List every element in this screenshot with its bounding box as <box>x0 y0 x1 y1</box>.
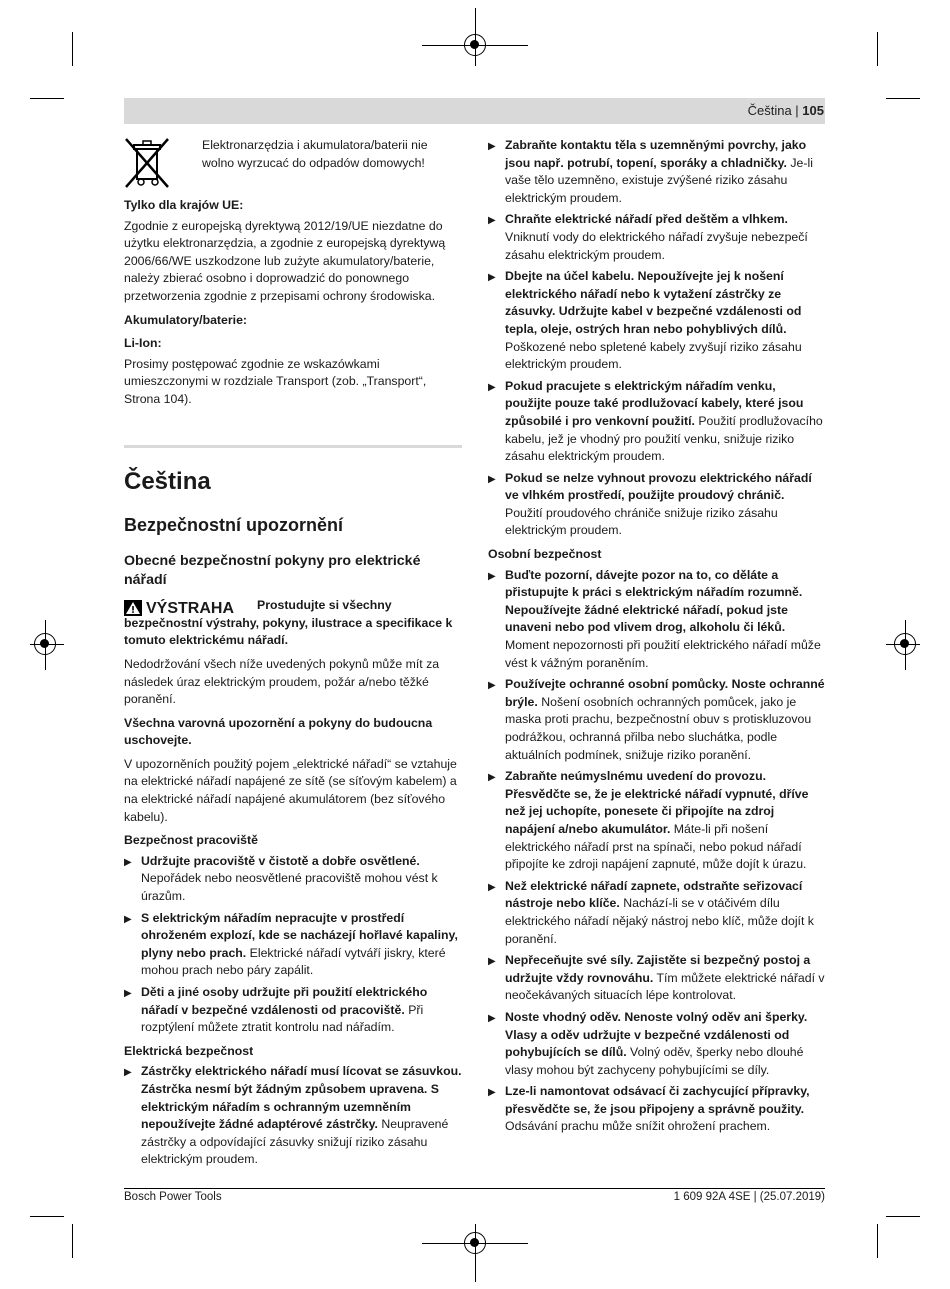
list-item: ▶ S elektrickým nářadím nepracujte v prostředí ohroženém explozí, kde se nacházejí hořlavé kapaliny, plyny nebo prach. Elektrické nářadí vytváří jiskry, které mohou prach nebo páry zapálit. <box>124 910 462 980</box>
weee-text: Elektronarzędzia i akumulatora/baterii nie wolno wyrzucać do odpadów domowych! <box>202 138 428 170</box>
crop-mark <box>877 32 878 66</box>
list-item: ▶ Zabraňte neúmyslnému uvedení do provozu. Přesvědčte se, že je elektrické nářadí vypnuté, dříve než jej uchopíte, ponesete či připojíte na zdroj napájení a/nebo akumulátor. Máte-li při nošení elektrického nářadí prst na spínači, nebo pokud nářadí připojíte ke zdroji napájení zapnuté, může dojít k úrazu. <box>488 768 825 874</box>
list-item: ▶ Zástrčky elektrického nářadí musí lícovat se zásuvkou. Zástrčka nesmí být žádným způsobem upravena. S elektrickým nářadím s ochranným uzemněním nepoužívejte žádné adaptérové zástrčky. Neupravené zástrčky a odpovídající zásuvky snižují riziko zásahu elektrickým proudem. <box>124 1063 462 1169</box>
list-item: ▶ Chraňte elektrické nářadí před deštěm a vlhkem. Vniknutí vody do elektrického nářadí zvyšuje nebezpečí zásahu elektrickým proudem. <box>488 211 825 264</box>
footer-rule <box>124 1188 825 1189</box>
registration-mark-icon <box>894 633 916 655</box>
crop-mark <box>72 1224 73 1258</box>
warning-lead: Prostudujte si všechny bezpečnostní výstrahy, pokyny, ilustrace a specifikace k tomuto elektrickému nářadí. <box>124 598 453 648</box>
workplace-heading: Bezpečnost pracoviště <box>124 833 258 848</box>
list-item: ▶ Děti a jiné osoby udržujte při použití elektrického nářadí v bezpečné vzdálenosti od pracoviště. Při rozptýlení můžete ztratit kontrolu nad nářadím. <box>124 984 462 1037</box>
battery-heading: Akumulatory/baterie: <box>124 312 247 327</box>
footer-doc-id: 1 609 92A 4SE | (25.07.2019) <box>673 1191 825 1203</box>
crop-mark <box>72 32 73 66</box>
list-item: ▶ Dbejte na účel kabelu. Nepoužívejte jej k nošení elektrického nářadí nebo k vytažení zástrčky ze zásuvky. Udržujte kabel v bezpečné vzdálenosti od tepla, oleje, ostrých hran nebo pohyblivých dílů. Poškozené nebo spletené kabely zvyšují riziko zásahu elektrickým proudem. <box>488 268 825 374</box>
eu-heading: Tylko dla krajów UE: <box>124 198 244 212</box>
liion-heading: Li-Ion: <box>124 336 162 351</box>
safety-title: Bezpečnostní upozornění <box>124 514 344 535</box>
list-item: ▶ Nepřeceňujte své síly. Zajistěte si bezpečný postoj a udržujte vždy rovnováhu. Tím můžete elektrické nářadí v neočekávaných situacích lépe kontrolovat. <box>488 952 825 1005</box>
warning-text: Nedodržování všech níže uvedených pokynů může mít za následek úraz elektrickým proudem, požár a/nebo těžké poranění. <box>124 656 440 707</box>
list-item: ▶ Zabraňte kontaktu těla s uzemněnými povrchy, jako jsou např. potrubí, topení, sporáky a chladničky. Je-li vaše tělo uzemněno, existuje zvýšené riziko zásahu elektrickým proudem. <box>488 137 825 207</box>
warning-triangle-icon <box>124 600 142 616</box>
section-title: Čeština <box>124 467 211 495</box>
page-number: 105 <box>802 103 824 118</box>
crop-mark <box>886 1216 920 1217</box>
header-language: Čeština <box>747 103 792 118</box>
personal-list <box>488 567 825 1136</box>
crop-mark <box>886 98 920 99</box>
footer-brand: Bosch Power Tools <box>124 1191 222 1203</box>
page-header: Čeština | 105 <box>747 103 824 118</box>
list-item: ▶ Než elektrické nářadí zapnete, odstraňte seřizovací nástroje nebo klíče. Nachází-li se v otáčivém dílu elektrického nářadí nějaký nástroj nebo klíč, může dojít k poranění. <box>488 878 825 948</box>
electrical-list-right <box>488 137 825 540</box>
crop-mark <box>877 1224 878 1258</box>
liion-text: Prosimy postępować zgodnie ze wskazówkami umieszczonymi w rozdziale Transport (zob. „Transport“, Strona 104). <box>124 356 427 406</box>
list-item: ▶ Buďte pozorní, dávejte pozor na to, co děláte a přistupujte k práci s elektrickým nářadím rozumně. Nepoužívejte žádné elektrické nářadí, pokud jste unaveni nebo pod vlivem drog, alkoholu či léků. Moment nepozornosti při použití elektrického nářadí může vést k vážným poraněním. <box>488 567 825 673</box>
crossed-bin-icon <box>124 137 170 189</box>
warning-label: VÝSTRAHA <box>146 599 235 617</box>
electrical-heading: Elektrická bezpečnost <box>124 1043 254 1058</box>
electrical-list-left <box>124 1063 462 1169</box>
general-safety-title: Obecné bezpečnostní pokyny pro elektrické nářadí <box>124 552 421 588</box>
list-item: ▶ Používejte ochranné osobní pomůcky. Noste ochranné brýle. Nošení osobních ochranných pomůcek, jako je maska proti prachu, bezpečnostní obuv s protiskluzovou podrážkou, ochranná přilba nebo sluchátka, podle aktuálních podmínek, snižuje riziko poranění. <box>488 676 825 764</box>
registration-mark-icon <box>464 34 486 56</box>
header-band <box>124 98 825 124</box>
crop-mark <box>30 1216 64 1217</box>
list-item: ▶ Pokud pracujete s elektrickým nářadím venku, použijte pouze také prodlužovací kabely, které jsou způsobilé i pro venkovní použití. Použití prodlužovacího kabelu, jež je vhodný pro použití venku, snižuje riziko zásahu elektrickým proudem. <box>488 378 825 466</box>
personal-heading: Osobní bezpečnost <box>488 547 602 562</box>
registration-mark-icon <box>34 633 56 655</box>
list-item: ▶ Lze-li namontovat odsávací či zachycující přípravky, přesvědčte se, že jsou připojeny a správně použity. Odsávání prachu může snížit ohrožení prachem. <box>488 1083 825 1136</box>
section-divider <box>124 445 462 448</box>
left-column <box>124 137 462 1175</box>
workplace-list <box>124 853 462 1037</box>
crop-mark <box>30 98 64 99</box>
keep-instructions: Všechna varovná upozornění a pokyny do budoucna uschovejte. <box>124 715 433 748</box>
eu-text: Zgodnie z europejską dyrektywą 2012/19/UE niezdatne do użytku elektronarzędzia, a zgodnie z europejską dyrektywą 2006/66/WE uszkodzone lub zużyte akumulatory/baterie, należy zbierać osobno i doprowadzić do ponownego przetworzenia zgodnie z przepisami ochrony środowiska. <box>124 218 446 303</box>
right-column <box>488 137 825 1142</box>
list-item: ▶ Udržujte pracoviště v čistotě a dobře osvětlené. Nepořádek nebo neosvětlené pracoviště mohou vést k úrazům. <box>124 853 462 906</box>
list-item: ▶ Noste vhodný oděv. Nenoste volný oděv ani šperky. Vlasy a oděv udržujte v bezpečné vzdálenosti od pohybujících se dílů. Volný oděv, šperky nebo dlouhé vlasy mohou být zachyceny pohybujícími se díly. <box>488 1009 825 1079</box>
registration-mark-icon <box>464 1232 486 1254</box>
term-definition: V upozorněních použitý pojem „elektrické nářadí“ se vztahuje na elektrické nářadí napájené ze sítě (se síťovým kabelem) a na elektrické nářadí napájené akumulátorem (bez síťového kabelu). <box>124 756 457 824</box>
list-item: ▶ Pokud se nelze vyhnout provozu elektrického nářadí ve vlhkém prostředí, použijte proudový chránič. Použití proudového chrániče snižuje riziko zásahu elektrickým proudem. <box>488 470 825 540</box>
weee-notice <box>124 137 462 189</box>
